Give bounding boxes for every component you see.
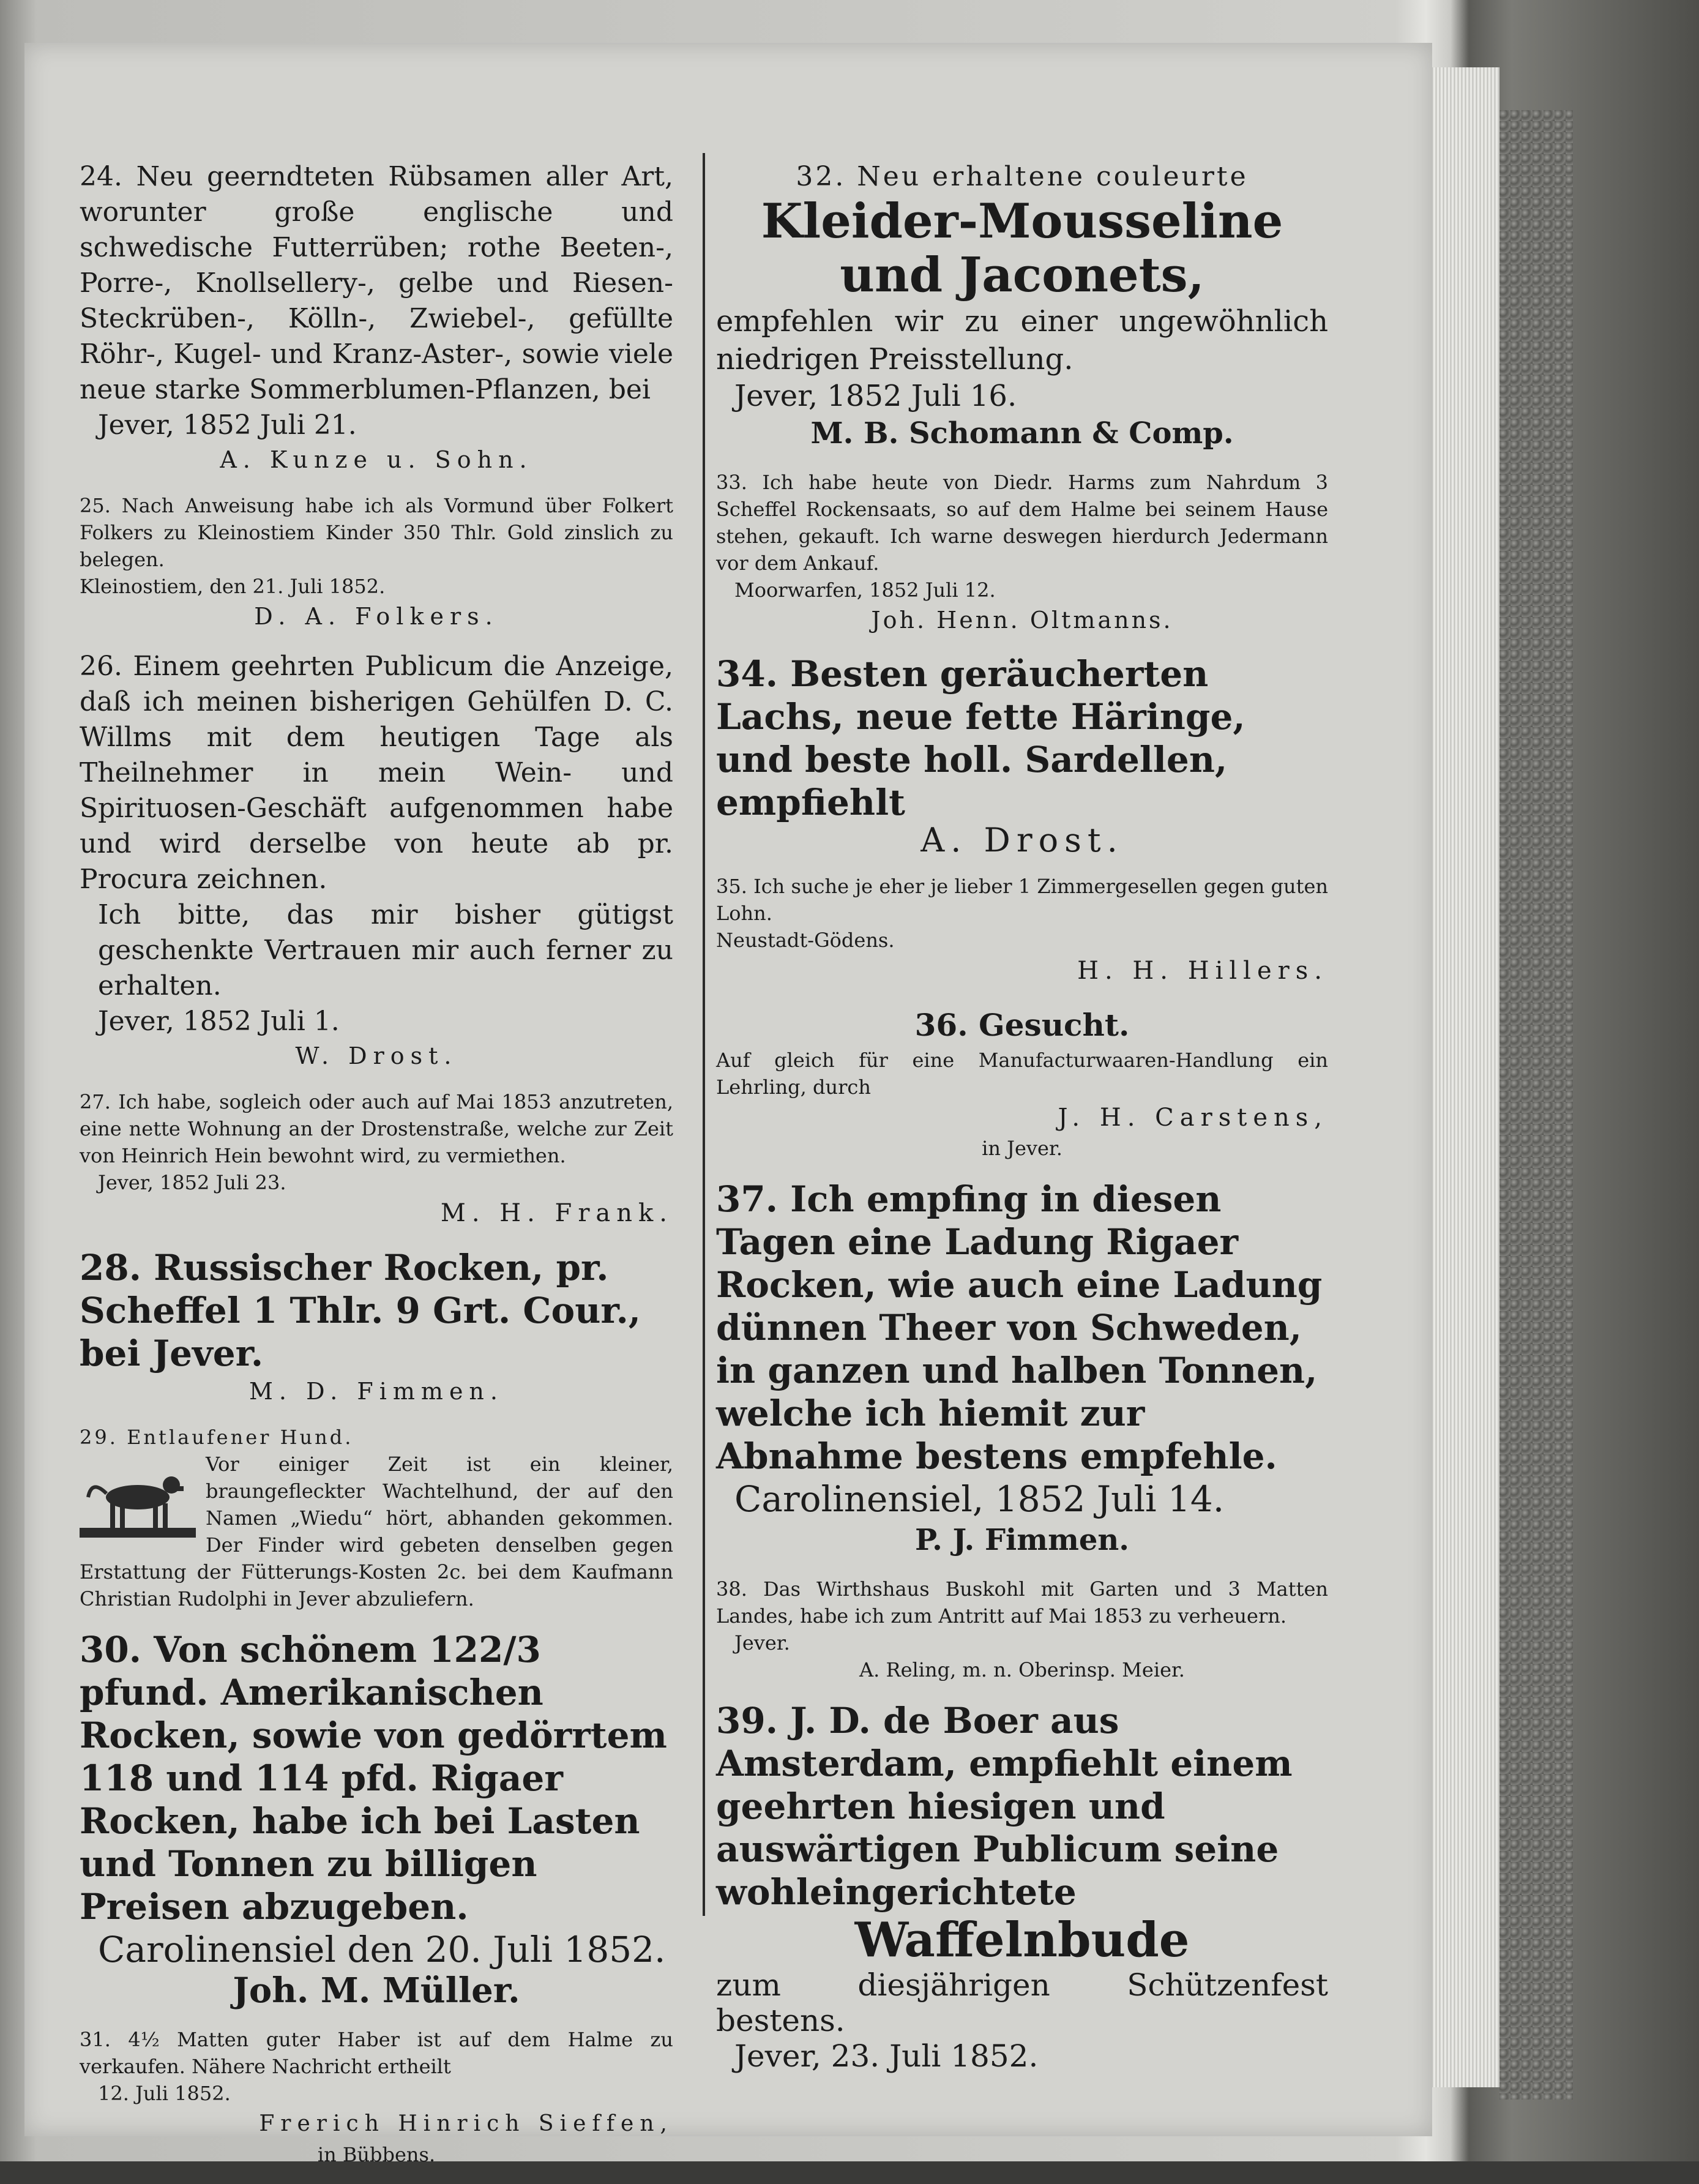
ad-25-signature: D. A. Folkers. [254,603,499,630]
ad-32-line1: 32. Neu erhaltene couleurte [796,161,1249,192]
right-column [716,159,1328,2090]
ad-31 [80,2026,673,2168]
ad-34-text: 34. Besten geräucherten Lachs, neue fette Häringe, und beste holl. Sardellen, empfiehlt [716,653,1245,823]
ad-38-signature: A. Reling, m. n. Oberinsp. Meier. [859,1658,1185,1681]
ad-35-text: 35. Ich suche je eher je lieber 1 Zimmergesellen gegen guten Lohn. [716,875,1328,925]
ad-24-text: 24. Neu geerndteten Rübsamen aller Art, worunter große englische und schwedische Futterrüben; rothe Beeten-, Porre-, Knollsellery-, gelbe und Riesen-Steckrüben-, Kölln-, Zwiebel-, gefüllte Röhr-, Kugel- und Kranz-Aster-, sowie viele neue starke Sommerblumen-Pflanzen, bei [80,161,673,405]
ad-29-text: Vor einiger Zeit ist ein kleiner, braungefleckter Wachtelhund, der auf den Namen „Wiedu“ hört, abhanden gekommen. Der Finder wird gebeten denselben gegen Erstattung der Fütterungs-Kosten 2c. bei dem Kaufmann Christian Rudolphi in Jever abzuliefern. [80,1453,673,1610]
ad-30-signature: Joh. M. Müller. [233,1970,520,2011]
ad-31-text: 31. 4½ Matten guter Haber ist auf dem Halme zu verkaufen. Nähere Nachricht ertheilt [80,2028,673,2078]
ad-34-signature: A. Drost. [920,821,1124,859]
ad-37 [716,1178,1328,1560]
ad-37-text: 37. Ich empfing in diesen Tagen eine Ladung Rigaer Rocken, wie auch eine Ladung dünnen Theer von Schweden, in ganzen und halben Tonnen, welche ich hiemit zur Abnahme bestens empfehle. [716,1178,1323,1477]
column-divider [703,153,705,1916]
ad-29-heading: 29. Entlaufener Hund. [80,1426,354,1449]
ad-38-place: Jever. [734,1631,790,1655]
ad-31-date: 12. Juli 1852. [98,2082,231,2105]
ad-39-text: 39. J. D. de Boer aus Amsterdam, empfiehlt einem geehrten hiesigen und auswärtigen Publicum seine wohleingerichtete [716,1700,1293,1913]
ad-32-text: empfehlen wir zu einer ungewöhnlich niedrigen Preisstellung. [716,304,1328,376]
ad-34 [716,653,1328,857]
ad-24-date: Jever, 1852 Juli 21. [98,410,357,441]
ad-36-heading: 36. Gesucht. [914,1007,1130,1043]
left-column [80,159,673,2184]
ad-29 [80,1424,673,1612]
ad-36-signature: J. H. Carstens, [1058,1104,1328,1132]
ad-39-text2: zum diesjährigen Schützenfest bestens. [716,1967,1328,2038]
ad-25-date: Kleinostiem, den 21. Juli 1852. [80,575,386,598]
ad-32-date: Jever, 1852 Juli 16. [734,379,1017,413]
ad-26-text: 26. Einem geehrten Publicum die Anzeige, daß ich meinen bisherigen Gehülfen D. C. Willms mit dem heutigen Tage als Theilnehmer in mein Wein- und Spirituosen-Geschäft aufgenommen habe und wird derselbe von heute ab pr. Procura zeichnen. [80,651,673,895]
ad-33-text: 33. Ich habe heute von Diedr. Harms zum Nahrdum 3 Scheffel Rockensaats, so auf dem Halme bei seinem Hause stehen, gekauft. Ich warne deswegen hierdurch Jedermann vor dem Ankauf. [716,471,1328,575]
ad-39 [716,1699,1328,2074]
ad-24 [80,159,673,476]
ad-25 [80,492,673,633]
ad-35 [716,873,1328,988]
ad-26-signature: W. Drost. [295,1042,458,1069]
ad-36-text: Auf gleich für eine Manufacturwaaren-Handlung ein Lehrling, durch [716,1049,1328,1099]
ad-30 [80,1628,673,2010]
ad-27 [80,1088,673,1230]
ad-38 [716,1576,1328,1683]
ad-37-date: Carolinensiel, 1852 Juli 14. [734,1478,1225,1520]
ad-32-signature: M. B. Schomann & Comp. [810,416,1234,451]
ad-39-headline: Waffelnbude [854,1912,1190,1968]
ad-30-text: 30. Von schönem 122/3 pfund. Amerikanischen Rocken, sowie von gedörrtem 118 und 114 pfd. Rigaer Rocken, habe ich bei Lasten und Tonnen zu billigen Preisen abzugeben. [80,1629,667,1928]
ad-31-signature: Frerich Hinrich Sieffen, [259,2111,673,2136]
ad-32 [716,159,1328,453]
ad-38-text: 38. Das Wirthshaus Buskohl mit Garten und 3 Matten Landes, habe ich zum Antritt auf Mai 1853 zu verheuern. [716,1577,1328,1628]
ad-31-place: in Bübbens. [317,2143,436,2166]
book-cover-board [1499,110,1573,2100]
ad-30-date: Carolinensiel den 20. Juli 1852. [98,1929,666,1970]
ad-37-signature: P. J. Fimmen. [914,1523,1129,1557]
ad-28-text: 28. Russischer Rocken, pr. Scheffel 1 Thlr. 9 Grt. Cour., bei Jever. [80,1247,641,1374]
ad-33-signature: Joh. Henn. Oltmanns. [871,607,1173,634]
ad-36-place: in Jever. [982,1137,1062,1160]
ad-28 [80,1246,673,1408]
ad-33 [716,469,1328,637]
ad-35-place: Neustadt-Gödens. [716,929,895,952]
ad-36 [716,1004,1328,1162]
ad-32-headline: Kleider-Mousseline und Jaconets, [761,193,1283,303]
ad-26-text2: Ich bitte, das mir bisher gütigst geschenkte Vertrauen mir auch ferner zu erhalten. [98,899,673,1001]
ad-28-signature: M. D. Fimmen. [249,1378,504,1405]
ad-33-date: Moorwarfen, 1852 Juli 12. [734,578,996,602]
ad-39-date: Jever, 23. Juli 1852. [734,2038,1039,2074]
ad-27-date: Jever, 1852 Juli 23. [98,1171,286,1194]
ad-26 [80,649,673,1072]
ad-25-text: 25. Nach Anweisung habe ich als Vormund über Folkert Folkers zu Kleinostiem Kinder 350 Thlr. Gold zinslich zu belegen. [80,494,673,571]
ad-35-signature: H. H. Hillers. [1077,957,1328,985]
ad-26-date: Jever, 1852 Juli 1. [98,1006,340,1037]
ad-27-text: 27. Ich habe, sogleich oder auch auf Mai 1853 anzutreten, eine nette Wohnung an der Drostenstraße, welche zur Zeit von Heinrich Hein bewohnt wird, zu vermiethen. [80,1090,673,1167]
ad-27-signature: M. H. Frank. [440,1199,673,1227]
book-page-edges [1426,67,1499,2087]
dog-woodcut-icon [80,1454,196,1546]
ad-24-signature: A. Kunze u. Sohn. [220,446,533,473]
